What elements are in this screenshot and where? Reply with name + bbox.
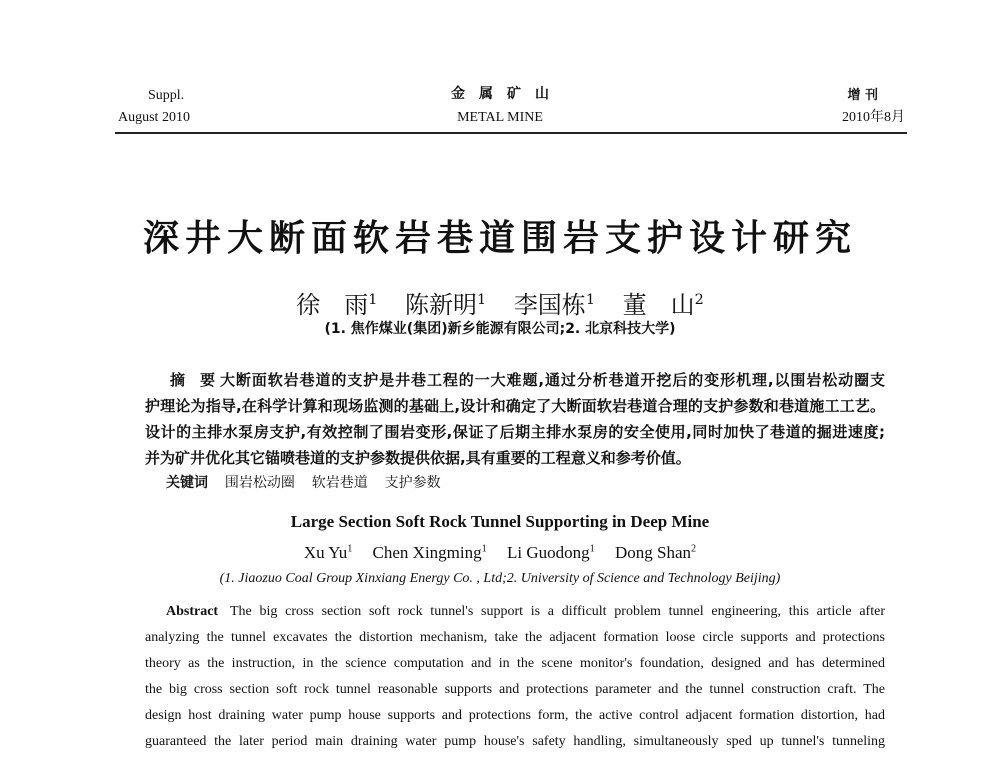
authors-en	[0, 543, 1000, 563]
author-cn: 董 山$^2$	[622, 291, 704, 319]
author-cn: 陈新明$^1$	[405, 291, 487, 319]
abstract-en-line: theory as the instruction, in the science computation and in the scene monitor's foundation, designed and has determined	[145, 656, 885, 671]
affiliation-en: (1. Jiaozuo Coal Group Xinxiang Energy Co. , Ltd;2. University of Science and Technology Beijing)	[219, 571, 781, 586]
abstract-cn-line: 护理论为指导,在科学计算和现场监测的基础上,设计和确定了大断面软岩巷道合理的支护参数和巷道施工工艺。	[145, 397, 885, 415]
author-cn: 李国栋$^1$	[513, 291, 595, 319]
header-date-en: August 2010	[118, 110, 190, 125]
abstract-cn-line: 大断面软岩巷道的支护是井巷工程的一大难题,通过分析巷道开挖后的变形机理,以围岩松动圈支	[220, 371, 885, 389]
affiliation-cn: (1. 焦作煤业(集团)新乡能源有限公司;2. 北京科技大学)	[324, 321, 676, 337]
keyword: 软岩巷道	[311, 475, 368, 491]
abstract-cn-line: 设计的主排水泵房支护,有效控制了围岩变形,保证了后期主排水泵房的安全使用,同时加快了巷道的掘进速度;	[145, 423, 885, 441]
keywords-cn	[166, 472, 441, 492]
abstract-cn-label: 摘 要	[170, 371, 216, 389]
author-en: Xu Yu$^1$	[303, 543, 353, 562]
abstract-en-line: analyzing the tunnel excavates the distortion mechanism, take the adjacent formation loose circle supports and protections	[145, 630, 885, 645]
author-en: Dong Shan$^2$	[614, 543, 697, 562]
header-suppl: Suppl.	[148, 88, 185, 103]
abstract-en-line: the big cross section soft rock tunnel reasonable supports and protections parameter and the tunnel construction craft. The	[145, 682, 885, 697]
keyword: 支护参数	[384, 475, 441, 491]
header-journal-cn: 金 属 矿 山	[451, 86, 549, 102]
keywords-label: 关键词	[166, 475, 208, 491]
author-en: Li Guodong$^1$	[506, 543, 595, 562]
abstract-en-line: design host draining water pump house supports and protections form, the active control adjacent formation distortion, had	[145, 708, 885, 723]
header-suppl-cn: 增 刊	[847, 88, 878, 103]
author-en: Chen Xingming$^1$	[372, 543, 487, 562]
author-cn: 徐 雨$^1$	[296, 291, 378, 319]
abstract-en-line: guaranteed the later period main draining water pump house's safety handling, simultaneously sped up tunnel's tunneling	[145, 734, 885, 749]
title-cn: 深井大断面软岩巷道围岩支护设计研究	[142, 217, 857, 259]
header-journal-en: METAL MINE	[457, 110, 543, 125]
title-en: Large Section Soft Rock Tunnel Supporting in Deep Mine	[290, 512, 710, 531]
header-rule	[115, 132, 907, 134]
abstract-en-line: The big cross section soft rock tunnel's support is a difficult problem tunnel engineering, this article after	[230, 604, 885, 619]
authors-cn	[0, 285, 1000, 320]
header-date-cn: 2010年8月	[842, 110, 905, 125]
abstract-en-label: Abstract	[166, 604, 219, 619]
keyword: 围岩松动圈	[224, 475, 295, 491]
abstract-cn-line: 并为矿井优化其它锚喷巷道的支护参数提供依据,具有重要的工程意义和参考价值。	[145, 449, 691, 467]
